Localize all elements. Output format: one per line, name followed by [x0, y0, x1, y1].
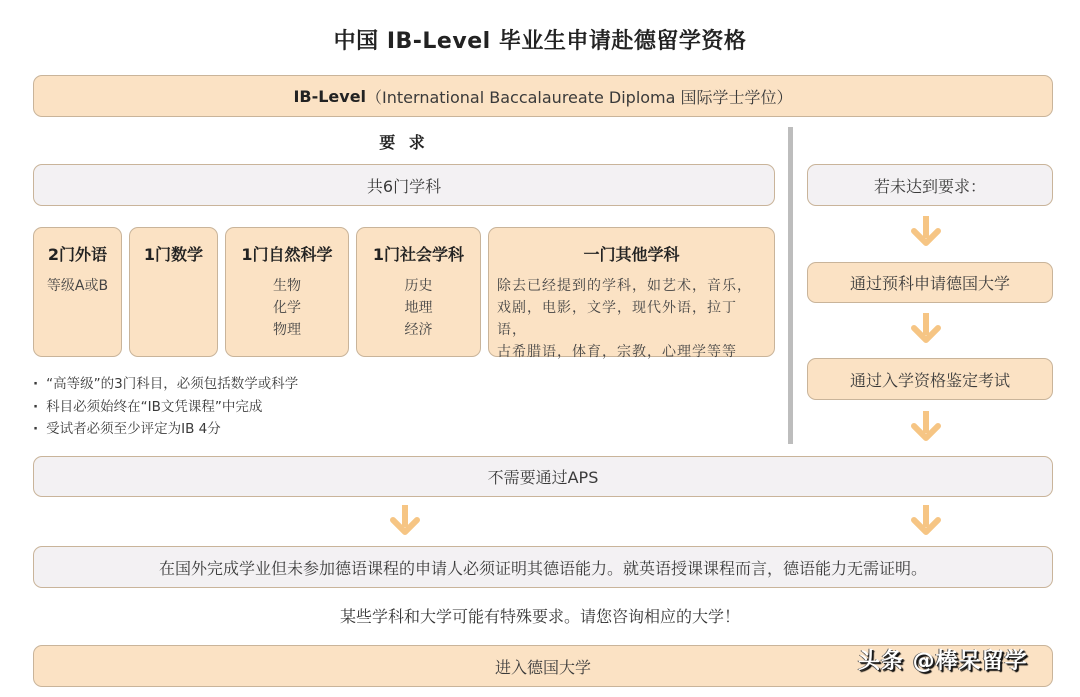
- qualification-exam-label: 通过入学资格鉴定考试: [849, 370, 1010, 390]
- arrow-down-icon: [911, 313, 941, 345]
- subject-detail: [489, 275, 774, 363]
- subject-title: 1门社会学科: [372, 245, 465, 264]
- subject-title: 1门自然科学: [241, 245, 333, 264]
- subject-box-foreign-language: [33, 227, 122, 357]
- subject-item: 历史: [404, 278, 433, 294]
- subject-item: 地理: [404, 300, 433, 316]
- qualification-exam-box: [807, 358, 1053, 400]
- no-aps-box: [33, 456, 1053, 497]
- language-requirement-label: 在国外完成学业但未参加德语课程的申请人必须证明其德语能力。就英语授课课程而言，德语能力无需证明。: [158, 558, 927, 578]
- bullet-item: · 受试者必须至少评定为IB 4分: [33, 418, 298, 441]
- condition-box: [807, 164, 1053, 206]
- vertical-divider: [788, 127, 793, 444]
- no-aps-label: 不需要通过APS: [487, 468, 599, 487]
- bullet-item: · 科目必须始终在“IB文凭课程”中完成: [33, 396, 298, 419]
- subject-item: 物理: [273, 322, 301, 338]
- subject-box-math: [129, 227, 218, 357]
- subject-detail: 等级A或B: [46, 278, 109, 294]
- enter-university-label: 进入德国大学: [494, 657, 591, 677]
- subject-item: 除去已经提到的学科，如艺术，音乐，: [497, 278, 752, 294]
- arrow-down-icon: [911, 216, 941, 248]
- bullet-item: · “高等级”的3门科目，必须包括数学或科学: [33, 373, 298, 396]
- subject-item: 经济: [404, 322, 433, 338]
- condition-label: 若未达到要求：: [873, 176, 986, 196]
- watermark: 头条 @棒呆留学: [858, 649, 1028, 674]
- subject-title: 1门数学: [143, 245, 204, 264]
- arrow-down-icon: [390, 505, 420, 537]
- language-requirement-box: [33, 546, 1053, 588]
- subject-box-social-science: [356, 227, 481, 357]
- foundation-course-box: [807, 262, 1053, 303]
- requirement-bullets: [33, 373, 298, 441]
- special-requirements-note: 某些学科和大学可能有特殊要求。请您咨询相应的大学！: [339, 607, 740, 626]
- requirements-heading: 要 求: [379, 133, 429, 152]
- ib-level-description: （International Baccalaureate Diploma 国际学士学位）: [366, 87, 793, 107]
- total-subjects-label: 共6门学科: [366, 176, 442, 196]
- ib-level-label: IB-Level: [293, 86, 367, 106]
- subject-title: 一门其他学科: [583, 245, 680, 264]
- subject-box-natural-science: [225, 227, 349, 357]
- subject-box-other: [488, 227, 775, 360]
- subject-detail: [273, 275, 301, 341]
- ib-level-box: [33, 75, 1053, 117]
- subject-detail: [405, 275, 433, 341]
- arrow-down-icon: [911, 505, 941, 537]
- subject-item: 化学: [273, 300, 301, 316]
- subject-item: 古希腊语，体育，宗教，心理学等等: [497, 344, 737, 360]
- subject-item: 戏剧，电影，文学，现代外语，拉丁语，: [497, 300, 737, 338]
- foundation-course-label: 通过预科申请德国大学: [849, 274, 1010, 293]
- subject-item: 生物: [273, 278, 301, 294]
- total-subjects-box: [33, 164, 775, 206]
- arrow-down-icon: [911, 411, 941, 443]
- subject-title: 2门外语: [47, 245, 108, 264]
- page-title: 中国 IB-Level 毕业生申请赴德留学资格: [333, 29, 747, 54]
